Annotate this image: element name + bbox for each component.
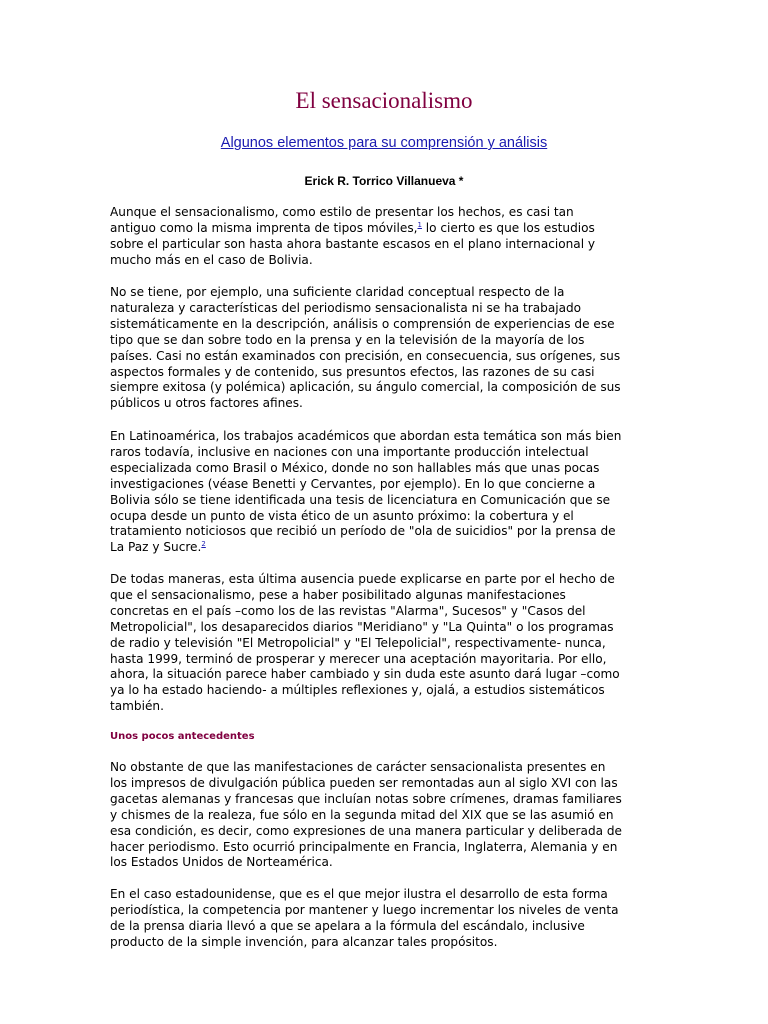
paragraph-line: ocupa desde un punto de vista ético de un asunto próximo: la cobertura y el xyxy=(110,508,574,523)
paragraph-line: Metropolicial", los desaparecidos diarios "Meridiano" y "La Quinta" o los programas xyxy=(110,619,614,634)
paragraph-line: concretas en el país –como los de las revistas "Alarma", Sucesos" y "Casos del xyxy=(110,603,586,618)
paragraph-line: públicos u otros factores afines. xyxy=(110,396,303,411)
footnote-link-2[interactable]: 2 xyxy=(201,540,206,549)
paragraph-line: sobre el particular son hasta ahora bastante escasos en el plano internacional y xyxy=(110,236,596,251)
paragraph-line: esa condición, es decir, como expresiones de una manera particular y deliberada de xyxy=(110,823,622,838)
paragraph-line: los Estados Unidos de Norteamérica. xyxy=(110,855,333,870)
paragraph-1 xyxy=(110,205,662,269)
paragraph-line: tratamiento noticiosos que recibió un período de "ola de suicidios" por la prensa de xyxy=(110,524,616,539)
paragraph-line: aspectos formales y de contenido, sus presuntos efectos, las razones de su casi xyxy=(110,364,595,379)
paragraph-line: de la prensa diaria llevó a que se apelara a la fórmula del escándalo, inclusive xyxy=(110,918,585,933)
paragraph-line: los impresos de divulgación pública pueden ser remontadas aun al siglo XVI con las xyxy=(110,775,618,790)
paragraph-line: investigaciones (véase Benetti y Cervantes, por ejemplo). En lo que concierne a xyxy=(110,476,596,491)
paragraph-line: ya lo ha estado haciendo- a múltiples reflexiones y, ojalá, a estudios sistemáticos xyxy=(110,683,605,698)
paragraph-line: hasta 1999, terminó de prosperar y merecer una aceptación mayoritaria. Por ello, xyxy=(110,651,607,666)
footnote-link-1[interactable]: 1 xyxy=(417,220,422,229)
paragraph-2 xyxy=(110,285,662,412)
paragraph-line xyxy=(110,221,662,237)
paragraph-line: En el caso estadounidense, que es el que mejor ilustra el desarrollo de esta forma xyxy=(110,887,608,901)
paragraph-line: que el sensacionalismo, pese a haber posibilitado algunas manifestaciones xyxy=(110,587,566,602)
paragraph-line-text: antiguo como la misma imprenta de tipos móviles, xyxy=(110,220,418,235)
paragraph-line: No se tiene, por ejemplo, una suficiente claridad conceptual respecto de la xyxy=(110,285,565,299)
paragraph-line: y chismes de la realeza, fue sólo en la segunda mitad del XIX que se las asumió en xyxy=(110,807,614,822)
paragraph-line: producto de la simple invención, para alcanzar tales propósitos. xyxy=(110,934,498,949)
paragraph-line: mucho más en el caso de Bolivia. xyxy=(110,252,313,267)
author-byline: Erick R. Torrico Villanueva * xyxy=(304,174,464,188)
paragraph-line: periodística, la competencia por mantener y luego incrementar los niveles de venta xyxy=(110,902,619,917)
paragraph-line: ahora, la situación parece haber cambiado y sin duda este asunto dará lugar –como xyxy=(110,667,620,682)
paragraph-line xyxy=(110,540,662,556)
paragraph-line: países. Casi no están examinados con precisión, en consecuencia, sus orígenes, sus xyxy=(110,348,621,363)
paragraph-4 xyxy=(110,572,662,715)
paragraph-line: de radio y televisión "El Metropolicial" y "El Telepolicial", respectivamente- nunca, xyxy=(110,635,606,650)
paragraph-line: De todas maneras, esta última ausencia puede explicarse en parte por el hecho de xyxy=(110,572,615,586)
paragraph-line-text: lo cierto es que los estudios xyxy=(421,220,595,235)
section-heading: Unos pocos antecedentes xyxy=(110,731,255,742)
paragraph-line-text: La Paz y Sucre. xyxy=(110,540,202,555)
paragraph-line: naturaleza y características del periodismo sensacionalista ni se ha trabajado xyxy=(110,300,582,315)
paragraph-line: hacer periodismo. Esto ocurrió principalmente en Francia, Inglaterra, Alemania y en xyxy=(110,839,618,854)
paragraph-line: también. xyxy=(110,699,164,714)
section-paragraph-1 xyxy=(110,760,662,871)
paragraph-line: tipo que se dan sobre todo en la prensa y en la televisión de la mayoría de los xyxy=(110,332,585,347)
paragraph-3 xyxy=(110,429,662,556)
page-title: El sensacionalismo xyxy=(295,88,473,113)
paragraph-line: Aunque el sensacionalismo, como estilo de presentar los hechos, es casi tan xyxy=(110,205,574,219)
paragraph-line: En Latinoamérica, los trabajos académicos que abordan esta temática son más bien xyxy=(110,429,622,443)
paragraph-line: siempre exitosa (y polémica) aplicación, su ángulo comercial, la composición de sus xyxy=(110,380,621,395)
paragraph-line: raros todavía, inclusive en naciones con una importante producción intelectual xyxy=(110,444,589,459)
paragraph-line: gacetas alemanas y francesas que incluían notas sobre crímenes, dramas familiares xyxy=(110,791,622,806)
paragraph-line: sistemáticamente en la descripción, análisis o comprensión de experiencias de ese xyxy=(110,316,615,331)
paragraph-line: especializada como Brasil o México, donde no son hallables más que unas pocas xyxy=(110,460,600,475)
paragraph-line: No obstante de que las manifestaciones de carácter sensacionalista presentes en xyxy=(110,760,606,774)
section-paragraph-2 xyxy=(110,887,662,951)
paragraph-line: Bolivia sólo se tiene identificada una tesis de licenciatura en Comunicación que se xyxy=(110,492,611,507)
subtitle-link[interactable]: Algunos elementos para su comprensión y análisis xyxy=(220,135,548,151)
